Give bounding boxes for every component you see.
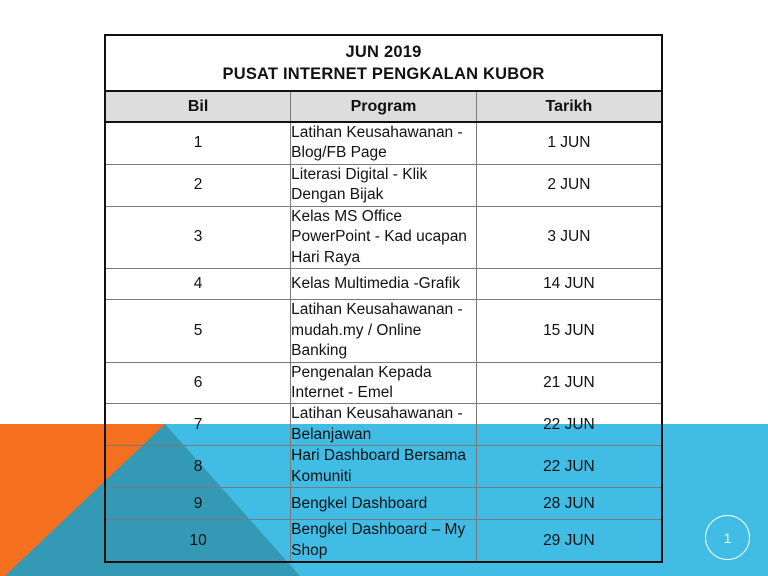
cell-program: Latihan Keusahawanan -Blog/FB Page — [291, 122, 477, 164]
table-row — [105, 122, 662, 164]
cell-tarikh: 3 JUN — [476, 206, 662, 268]
cell-program: Kelas MS Office PowerPoint - Kad ucapan Hari Raya — [291, 206, 477, 268]
cell-bil: 1 — [105, 122, 291, 164]
page-number-badge — [705, 515, 750, 560]
cell-tarikh: 1 JUN — [476, 122, 662, 164]
cell-tarikh: 2 JUN — [476, 164, 662, 206]
cell-program: Literasi Digital - Klik Dengan Bijak — [291, 164, 477, 206]
table-header-row — [105, 91, 662, 122]
cell-bil: 6 — [105, 362, 291, 404]
cell-bil: 8 — [105, 446, 291, 488]
cell-tarikh: 29 JUN — [476, 520, 662, 562]
table-title-row — [105, 35, 662, 91]
cell-bil: 7 — [105, 404, 291, 446]
table-row — [105, 446, 662, 488]
page-number-text: 1 — [723, 529, 732, 546]
cell-program: Kelas Multimedia -Grafik — [291, 269, 477, 300]
table-row — [105, 206, 662, 268]
cell-program: Latihan Keusahawanan -Belanjawan — [291, 404, 477, 446]
table-row — [105, 269, 662, 300]
cell-program: Pengenalan Kepada Internet - Emel — [291, 362, 477, 404]
table-row — [105, 520, 662, 562]
table-row — [105, 404, 662, 446]
cell-bil: 10 — [105, 520, 291, 562]
cell-bil: 4 — [105, 269, 291, 300]
cell-bil: 9 — [105, 488, 291, 520]
schedule-table — [104, 34, 663, 563]
table-row — [105, 164, 662, 206]
column-header-bil: Bil — [105, 91, 291, 122]
cell-bil: 3 — [105, 206, 291, 268]
column-header-program: Program — [291, 91, 477, 122]
cell-tarikh: 22 JUN — [476, 404, 662, 446]
title-center-name: PUSAT INTERNET PENGKALAN KUBOR — [222, 65, 545, 83]
cell-program: Hari Dashboard Bersama Komuniti — [291, 446, 477, 488]
cell-bil: 2 — [105, 164, 291, 206]
table-row — [105, 488, 662, 520]
cell-bil: 5 — [105, 300, 291, 362]
table-row — [105, 362, 662, 404]
table-row — [105, 300, 662, 362]
cell-tarikh: 28 JUN — [476, 488, 662, 520]
cell-tarikh: 21 JUN — [476, 362, 662, 404]
cell-tarikh: 14 JUN — [476, 269, 662, 300]
cell-tarikh: 15 JUN — [476, 300, 662, 362]
cell-program: Latihan Keusahawanan - mudah.my / Online Banking — [291, 300, 477, 362]
column-header-tarikh: Tarikh — [476, 91, 662, 122]
cell-tarikh: 22 JUN — [476, 446, 662, 488]
cell-program: Bengkel Dashboard – My Shop — [291, 520, 477, 562]
cell-program: Bengkel Dashboard — [291, 488, 477, 520]
schedule-table-container — [104, 34, 663, 563]
table-title-cell — [105, 35, 662, 91]
title-month-year: JUN 2019 — [345, 42, 422, 61]
